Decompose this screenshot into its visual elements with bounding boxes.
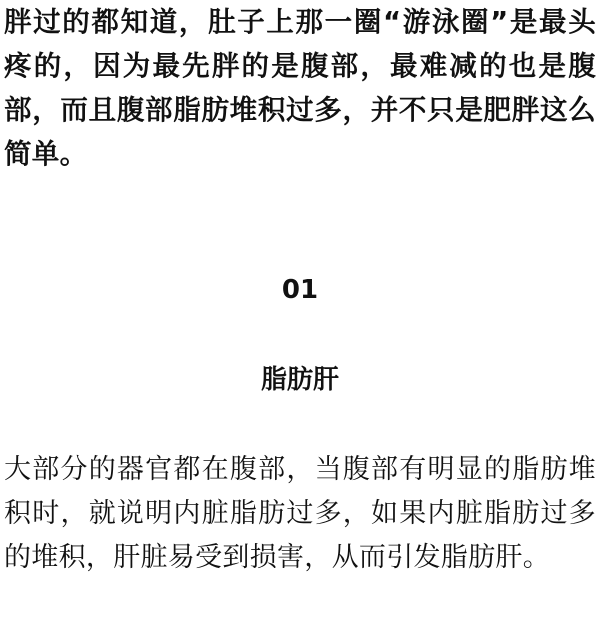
section-title: 脂肪肝 xyxy=(260,365,339,395)
intro-paragraph: 胖过的都知道，肚子上那一圈“游泳圈”是最头疼的，因为最先胖的是腹部，最难减的也是腹部，而且腹部脂肪堆积过多，并不只是肥胖这么简单。 xyxy=(4,6,596,170)
section-number: 01 xyxy=(281,275,319,305)
section-body-paragraph: 大部分的器官都在腹部，当腹部有明显的脂肪堆积时，就说明内脏脂肪过多，如果内脏脂肪过多的堆积，肝脏易受到损害，从而引发脂肪肝。 xyxy=(4,454,596,573)
